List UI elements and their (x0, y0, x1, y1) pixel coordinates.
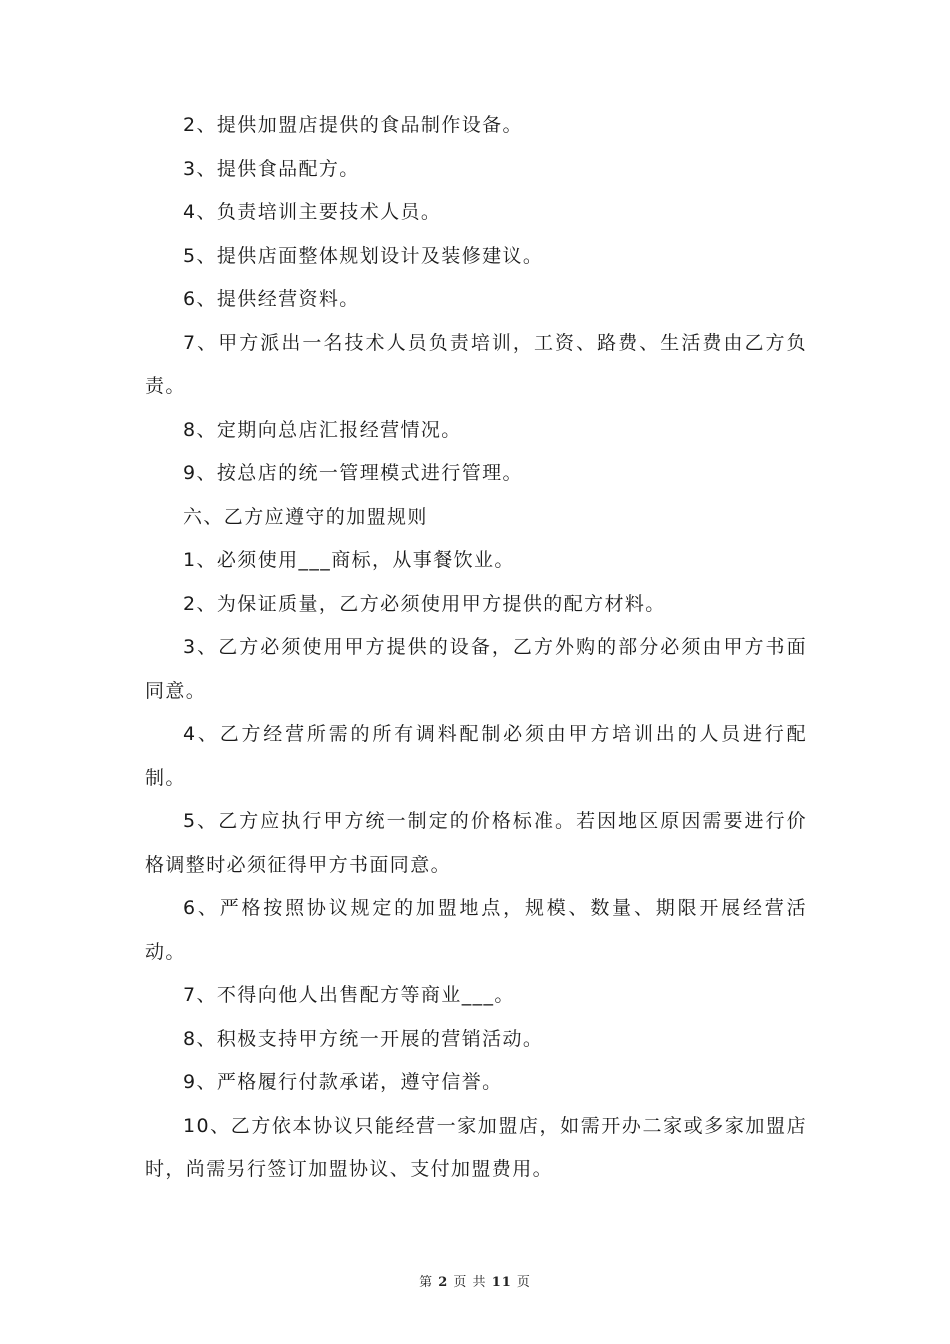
footer-prefix: 第 (419, 1275, 434, 1290)
page-footer (0, 1271, 950, 1290)
paragraph: 4、负责培训主要技术人员。 (183, 201, 442, 223)
paragraph: 7、甲方派出一名技术人员负责培训，工资、路费、生活费由乙方负责。 (145, 331, 807, 397)
document-body (145, 104, 807, 1192)
paragraph: 9、按总店的统一管理模式进行管理。 (183, 462, 523, 484)
current-page-number: 2 (438, 1275, 449, 1290)
paragraph: 8、积极支持甲方统一开展的营销活动。 (183, 1027, 544, 1050)
paragraph: 6、提供经营资料。 (183, 288, 360, 310)
paragraph: 3、提供食品配方。 (183, 157, 360, 180)
footer-suffix: 页 (516, 1275, 531, 1290)
paragraph: 5、提供店面整体规划设计及装修建议。 (183, 244, 544, 267)
total-pages-number: 11 (491, 1275, 512, 1290)
paragraph: 1、必须使用___商标，从事餐饮业。 (183, 549, 515, 571)
paragraph: 5、乙方应执行甲方统一制定的价格标准。若因地区原因需要进行价格调整时必须征得甲方书面同意。 (145, 810, 807, 876)
paragraph: 2、为保证质量，乙方必须使用甲方提供的配方材料。 (183, 592, 666, 615)
paragraph: 4、乙方经营所需的所有调料配制必须由甲方培训出的人员进行配制。 (145, 723, 807, 789)
paragraph: 9、严格履行付款承诺，遵守信誉。 (183, 1071, 503, 1093)
paragraph: 3、乙方必须使用甲方提供的设备，乙方外购的部分必须由甲方书面同意。 (145, 636, 807, 702)
paragraph: 8、定期向总店汇报经营情况。 (183, 418, 462, 441)
paragraph: 6、严格按照协议规定的加盟地点，规模、数量、期限开展经营活动。 (145, 897, 807, 963)
paragraph: 2、提供加盟店提供的食品制作设备。 (183, 114, 523, 136)
footer-middle: 页 共 (453, 1275, 487, 1290)
paragraph: 10、乙方依本协议只能经营一家加盟店，如需开办二家或多家加盟店时，尚需另行签订加盟协议、支付加盟费用。 (145, 1114, 807, 1180)
paragraph: 7、不得向他人出售配方等商业___。 (183, 984, 515, 1006)
section-heading: 六、乙方应遵守的加盟规则 (183, 505, 428, 528)
